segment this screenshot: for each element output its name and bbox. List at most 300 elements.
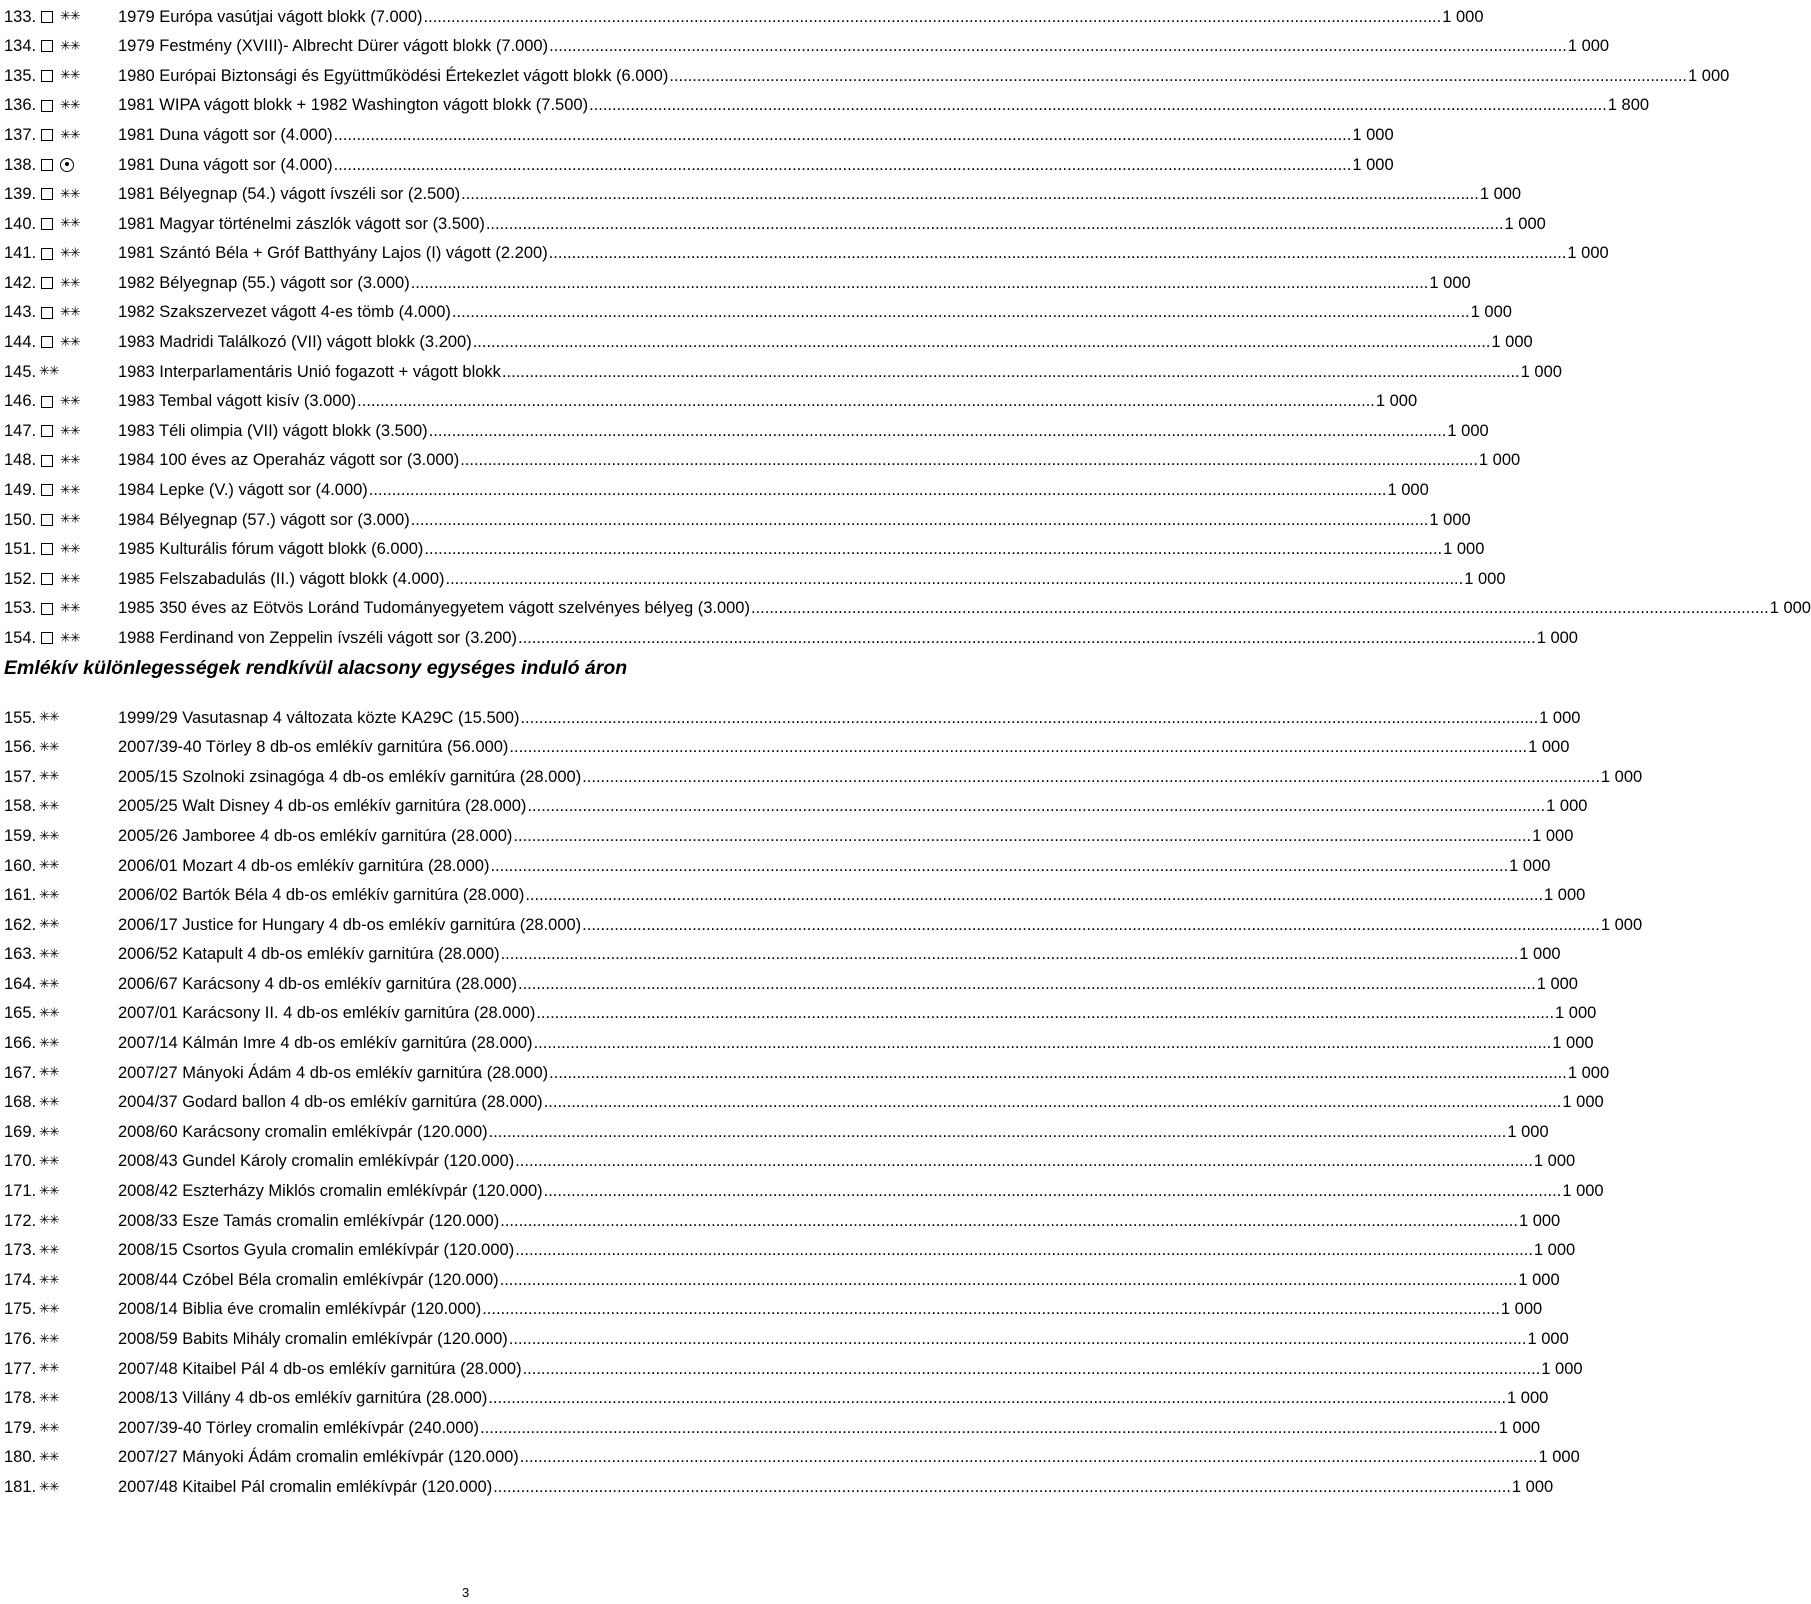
lot-number: 169. — [4, 1122, 37, 1141]
condition-marks — [39, 770, 118, 783]
condition-marks — [39, 69, 118, 82]
mint-asterisk-icon: ✳✳ — [60, 423, 80, 439]
lot-title: 1985 Kulturális fórum vágott blokk (6.000) — [118, 540, 424, 559]
dot-leader: .............................................................................................................................................................................................................................. — [522, 1359, 1541, 1378]
lot-number: 161. — [4, 886, 37, 905]
mint-asterisk-icon: ✳✳ — [39, 710, 59, 726]
lot-number: 150. — [4, 510, 37, 529]
starting-price: 1 000 — [1528, 738, 1570, 757]
lot-number: 177. — [4, 1359, 37, 1378]
lot-title: 2008/15 Csortos Gyula cromalin emlékívpár (120.000) — [118, 1241, 515, 1260]
lot-title: 2006/17 Justice for Hungary 4 db-os emlékív garnitúra (28.000) — [118, 915, 582, 934]
lot-number: 170. — [4, 1152, 37, 1171]
dot-leader: .............................................................................................................................................................................................................................. — [543, 1093, 1562, 1112]
condition-marks — [39, 40, 118, 53]
lot-row — [4, 387, 1418, 417]
lot-title: 2008/42 Eszterházy Miklós cromalin emlékívpár (120.000) — [118, 1182, 543, 1201]
condition-marks — [39, 1392, 118, 1405]
lot-row — [4, 1354, 1583, 1384]
starting-price: 1 000 — [1509, 856, 1551, 875]
condition-marks — [39, 830, 118, 843]
starting-price: 1 000 — [1352, 125, 1394, 144]
dot-leader: .............................................................................................................................................................................................................................. — [368, 481, 1387, 500]
starting-price: 1 000 — [1562, 1182, 1604, 1201]
lot-row — [4, 733, 1570, 763]
lot-number: 160. — [4, 856, 37, 875]
checkbox-square-icon — [41, 218, 53, 230]
lot-title: 1984 Bélyegnap (57.) vágott sor (3.000) — [118, 510, 410, 529]
lot-row — [4, 703, 1581, 733]
mint-asterisk-icon: ✳✳ — [39, 1420, 59, 1436]
checkbox-square-icon — [41, 573, 53, 585]
condition-marks — [39, 1066, 118, 1079]
dot-leader: .............................................................................................................................................................................................................................. — [357, 392, 1375, 411]
condition-marks — [39, 948, 118, 961]
condition-marks — [39, 859, 118, 872]
starting-price: 1 000 — [1769, 599, 1811, 618]
starting-price: 1 000 — [1688, 66, 1730, 85]
mint-asterisk-icon: ✳✳ — [60, 305, 80, 321]
mint-asterisk-icon: ✳✳ — [39, 887, 59, 903]
lot-title: 1979 Festmény (XVIII)- Albrecht Dürer vágott blokk (7.000) — [118, 37, 549, 56]
dot-leader: .............................................................................................................................................................................................................................. — [536, 1004, 1555, 1023]
lot-row — [4, 535, 1485, 565]
dot-leader: .............................................................................................................................................................................................................................. — [472, 333, 1491, 352]
condition-marks — [39, 1155, 118, 1168]
condition-marks — [39, 1126, 118, 1139]
mint-asterisk-icon: ✳✳ — [60, 512, 80, 528]
dot-leader: .............................................................................................................................................................................................................................. — [750, 599, 1769, 618]
checkbox-square-icon — [41, 248, 53, 260]
mint-asterisk-icon: ✳✳ — [60, 68, 80, 84]
lot-title: 2007/39-40 Törley cromalin emlékívpár (240.000) — [118, 1418, 480, 1437]
mint-asterisk-icon: ✳✳ — [60, 98, 80, 114]
mint-asterisk-icon: ✳✳ — [39, 1124, 59, 1140]
starting-price: 1 000 — [1387, 481, 1429, 500]
mint-asterisk-icon: ✳✳ — [39, 1095, 59, 1111]
dot-leader: .............................................................................................................................................................................................................................. — [501, 362, 1520, 381]
lot-title: 1984 100 éves az Operaház vágott sor (3.000) — [118, 451, 460, 470]
condition-marks — [39, 1185, 118, 1198]
mint-asterisk-icon: ✳✳ — [39, 1272, 59, 1288]
starting-price: 1 000 — [1532, 826, 1574, 845]
lot-number: 142. — [4, 273, 37, 292]
dot-leader: .............................................................................................................................................................................................................................. — [461, 185, 1479, 204]
condition-marks — [39, 1422, 118, 1435]
dot-leader: .............................................................................................................................................................................................................................. — [500, 945, 1519, 964]
dot-leader: .............................................................................................................................................................................................................................. — [517, 629, 1536, 648]
dot-leader: .............................................................................................................................................................................................................................. — [549, 37, 1567, 56]
checkbox-square-icon — [41, 632, 53, 644]
lot-title: 1984 Lepke (V.) vágott sor (4.000) — [118, 481, 368, 500]
starting-price: 1 000 — [1539, 708, 1581, 727]
mint-asterisk-icon: ✳✳ — [39, 1331, 59, 1347]
condition-marks — [39, 425, 118, 438]
condition-marks — [39, 543, 118, 556]
mint-asterisk-icon: ✳✳ — [39, 1450, 59, 1466]
condition-marks — [39, 365, 118, 378]
condition-marks — [39, 918, 118, 931]
lot-number: 176. — [4, 1330, 37, 1349]
lot-number: 151. — [4, 540, 37, 559]
condition-marks — [39, 247, 118, 260]
lot-title: 2008/33 Esze Tamás cromalin emlékívpár (120.000) — [118, 1211, 500, 1230]
dot-leader: .............................................................................................................................................................................................................................. — [669, 66, 1688, 85]
starting-price: 1 000 — [1567, 37, 1610, 56]
condition-marks — [39, 1481, 118, 1494]
lot-row — [4, 357, 1562, 387]
dot-leader: .............................................................................................................................................................................................................................. — [515, 1241, 1533, 1260]
cancelled-stamp-icon — [60, 158, 74, 172]
condition-marks — [39, 573, 118, 586]
checkbox-square-icon — [41, 307, 53, 319]
lot-row — [4, 999, 1597, 1029]
starting-price: 1 000 — [1443, 540, 1485, 559]
dot-leader: .............................................................................................................................................................................................................................. — [582, 915, 1600, 934]
dot-leader: .............................................................................................................................................................................................................................. — [451, 303, 1470, 322]
lot-title: 2005/15 Szolnoki zsinagóga 4 db-os emlékív garnitúra (28.000) — [118, 767, 582, 786]
lot-number: 140. — [4, 214, 37, 233]
checkbox-square-icon — [41, 455, 53, 467]
checkbox-square-icon — [41, 100, 53, 112]
lot-title: 1981 Szántó Béla + Gróf Batthyány Lajos (I) vágott (2.200) — [118, 244, 548, 263]
lot-title: 1981 Duna vágott sor (4.000) — [118, 125, 333, 144]
lot-row — [4, 1472, 1554, 1502]
dot-leader: .............................................................................................................................................................................................................................. — [333, 125, 1352, 144]
starting-price: 1 000 — [1429, 273, 1471, 292]
checkbox-square-icon — [41, 159, 53, 171]
starting-price: 1 000 — [1429, 510, 1471, 529]
starting-price: 1 000 — [1555, 1004, 1597, 1023]
checkbox-square-icon — [41, 11, 53, 23]
lot-row — [4, 1147, 1576, 1177]
mint-asterisk-icon: ✳✳ — [60, 216, 80, 232]
lot-number: 144. — [4, 333, 37, 352]
lot-number: 180. — [4, 1448, 37, 1467]
lot-row — [4, 61, 1730, 91]
condition-marks — [39, 1007, 118, 1020]
lot-number: 153. — [4, 599, 37, 618]
section-heading: Emlékív különlegességek rendkívül alacsony egységes induló áron — [4, 657, 628, 679]
starting-price: 1 000 — [1536, 629, 1578, 648]
lot-title: 2008/13 Villány 4 db-os emlékív garnitúra (28.000) — [118, 1389, 488, 1408]
dot-leader: .............................................................................................................................................................................................................................. — [548, 244, 1567, 263]
dot-leader: .............................................................................................................................................................................................................................. — [582, 767, 1600, 786]
lot-title: 1988 Ferdinand von Zeppelin ívszéli vágott sor (3.200) — [118, 629, 517, 648]
mint-asterisk-icon: ✳✳ — [39, 1006, 59, 1022]
dot-leader: .............................................................................................................................................................................................................................. — [410, 273, 1429, 292]
dot-leader: .............................................................................................................................................................................................................................. — [517, 974, 1536, 993]
lot-title: 2008/60 Karácsony cromalin emlékívpár (120.000) — [118, 1122, 488, 1141]
starting-price: 1 000 — [1352, 155, 1394, 174]
lot-row — [4, 1265, 1560, 1295]
lot-row — [4, 1029, 1594, 1059]
lot-title: 2006/02 Bartók Béla 4 db-os emlékív garnitúra (28.000) — [118, 886, 525, 905]
mint-asterisk-icon: ✳✳ — [39, 947, 59, 963]
starting-price: 1 000 — [1527, 1330, 1569, 1349]
starting-price: 1 000 — [1491, 333, 1533, 352]
mint-asterisk-icon: ✳✳ — [60, 541, 80, 557]
starting-price: 1 000 — [1544, 886, 1586, 905]
lot-title: 1983 Tembal vágott kisív (3.000) — [118, 392, 357, 411]
lot-title: 2006/01 Mozart 4 db-os emlékív garnitúra (28.000) — [118, 856, 490, 875]
checkbox-square-icon — [41, 129, 53, 141]
mint-asterisk-icon: ✳✳ — [60, 186, 80, 202]
starting-price: 1 000 — [1442, 7, 1484, 26]
lot-row — [4, 1058, 1610, 1088]
checkbox-square-icon — [41, 425, 53, 437]
lot-row — [4, 969, 1578, 999]
lot-title: 2007/01 Karácsony II. 4 db-os emlékív garnitúra (28.000) — [118, 1004, 536, 1023]
mint-asterisk-icon: ✳✳ — [60, 127, 80, 143]
mint-asterisk-icon: ✳✳ — [39, 1479, 59, 1495]
condition-marks — [39, 1303, 118, 1316]
dot-leader: .............................................................................................................................................................................................................................. — [333, 155, 1352, 174]
starting-price: 1 000 — [1600, 915, 1643, 934]
lot-row — [4, 476, 1429, 506]
condition-marks — [39, 484, 118, 497]
lot-number: 181. — [4, 1477, 37, 1496]
condition-marks — [39, 217, 118, 230]
condition-marks — [39, 158, 118, 172]
starting-price: 1 000 — [1533, 1241, 1576, 1260]
starting-price: 1 000 — [1500, 1300, 1543, 1319]
dot-leader: .............................................................................................................................................................................................................................. — [423, 7, 1442, 26]
condition-marks — [39, 978, 118, 991]
dot-leader: .............................................................................................................................................................................................................................. — [549, 1063, 1567, 1082]
lot-row — [4, 1236, 1576, 1266]
lot-number: 171. — [4, 1182, 37, 1201]
lot-number: 172. — [4, 1211, 37, 1230]
starting-price: 1 000 — [1479, 185, 1522, 204]
starting-price: 1 000 — [1464, 569, 1506, 588]
lot-title: 1982 Szakszervezet vágott 4-es tömb (4.000) — [118, 303, 451, 322]
starting-price: 1 000 — [1567, 1063, 1610, 1082]
mint-asterisk-icon: ✳✳ — [60, 9, 80, 25]
lot-row — [4, 239, 1609, 269]
dot-leader: .............................................................................................................................................................................................................................. — [589, 96, 1607, 115]
mint-asterisk-icon: ✳✳ — [39, 364, 59, 380]
condition-marks — [39, 889, 118, 902]
condition-marks — [39, 632, 118, 645]
lot-row — [4, 1177, 1604, 1207]
dot-leader: .............................................................................................................................................................................................................................. — [509, 738, 1528, 757]
dot-leader: .............................................................................................................................................................................................................................. — [445, 569, 1464, 588]
lot-list-stamps — [4, 2, 1811, 653]
lot-number: 152. — [4, 569, 37, 588]
lot-row — [4, 762, 1643, 792]
starting-price: 1 000 — [1478, 451, 1521, 470]
lot-row — [4, 2, 1484, 32]
condition-marks — [39, 513, 118, 526]
lot-title: 1981 Bélyegnap (54.) vágott ívszéli sor (2.500) — [118, 185, 461, 204]
mint-asterisk-icon: ✳✳ — [39, 1035, 59, 1051]
checkbox-square-icon — [41, 484, 53, 496]
lot-number: 155. — [4, 708, 37, 727]
lot-row — [4, 505, 1471, 535]
mint-asterisk-icon: ✳✳ — [39, 1183, 59, 1199]
dot-leader: .............................................................................................................................................................................................................................. — [500, 1211, 1518, 1230]
starting-price: 1 000 — [1533, 1152, 1576, 1171]
dot-leader: .............................................................................................................................................................................................................................. — [499, 1270, 1518, 1289]
dot-leader: .............................................................................................................................................................................................................................. — [525, 886, 1544, 905]
lot-title: 2006/52 Katapult 4 db-os emlékív garnitúra (28.000) — [118, 945, 500, 964]
lot-number: 178. — [4, 1389, 37, 1408]
lot-number: 143. — [4, 303, 37, 322]
starting-price: 1 000 — [1507, 1389, 1549, 1408]
lot-number: 163. — [4, 945, 37, 964]
starting-price: 1 000 — [1375, 392, 1418, 411]
mint-asterisk-icon: ✳✳ — [39, 739, 59, 755]
lot-row — [4, 91, 1650, 121]
checkbox-square-icon — [41, 40, 53, 52]
condition-marks — [39, 1451, 118, 1464]
mint-asterisk-icon: ✳✳ — [39, 828, 59, 844]
lot-list-souvenir-sheets — [4, 703, 1643, 1502]
starting-price: 1 000 — [1567, 244, 1609, 263]
mint-asterisk-icon: ✳✳ — [60, 571, 80, 587]
lot-row — [4, 881, 1586, 911]
dot-leader: .............................................................................................................................................................................................................................. — [515, 1152, 1533, 1171]
lot-row — [4, 268, 1471, 298]
lot-row — [4, 851, 1551, 881]
condition-marks — [39, 1362, 118, 1375]
lot-row — [4, 821, 1574, 851]
lot-number: 168. — [4, 1093, 37, 1112]
lot-row — [4, 623, 1578, 653]
checkbox-square-icon — [41, 188, 53, 200]
dot-leader: .............................................................................................................................................................................................................................. — [485, 214, 1504, 233]
starting-price: 1 000 — [1504, 214, 1546, 233]
mint-asterisk-icon: ✳✳ — [60, 601, 80, 617]
checkbox-square-icon — [41, 396, 53, 408]
lot-row — [4, 150, 1394, 180]
lot-row — [4, 1206, 1561, 1236]
dot-leader: .............................................................................................................................................................................................................................. — [520, 708, 1539, 727]
dot-leader: .............................................................................................................................................................................................................................. — [513, 826, 1532, 845]
starting-price: 1 000 — [1511, 1477, 1554, 1496]
lot-row — [4, 1384, 1549, 1414]
lot-number: 166. — [4, 1034, 37, 1053]
starting-price: 1 000 — [1470, 303, 1512, 322]
dot-leader: .............................................................................................................................................................................................................................. — [488, 1122, 1507, 1141]
condition-marks — [39, 99, 118, 112]
condition-marks — [39, 602, 118, 615]
checkbox-square-icon — [41, 543, 53, 555]
condition-marks — [39, 741, 118, 754]
lot-number: 135. — [4, 66, 37, 85]
dot-leader: .............................................................................................................................................................................................................................. — [488, 1389, 1507, 1408]
lot-title: 2007/48 Kitaibel Pál 4 db-os emlékív garnitúra (28.000) — [118, 1359, 522, 1378]
starting-price: 1 000 — [1519, 945, 1561, 964]
mint-asterisk-icon: ✳✳ — [39, 976, 59, 992]
lot-number: 138. — [4, 155, 37, 174]
dot-leader: .............................................................................................................................................................................................................................. — [493, 1477, 1511, 1496]
starting-price: 1 000 — [1518, 1270, 1560, 1289]
starting-price: 1 000 — [1562, 1093, 1604, 1112]
lot-number: 134. — [4, 37, 37, 56]
mint-asterisk-icon: ✳✳ — [39, 917, 59, 933]
lot-title: 2007/27 Mányoki Ádám 4 db-os emlékív garnitúra (28.000) — [118, 1063, 549, 1082]
checkbox-square-icon — [41, 70, 53, 82]
mint-asterisk-icon: ✳✳ — [60, 482, 80, 498]
lot-title: 2007/27 Mányoki Ádám cromalin emlékívpár (120.000) — [118, 1448, 519, 1467]
starting-price: 1 000 — [1507, 1122, 1549, 1141]
lot-title: 2008/59 Babits Mihály cromalin emlékívpár (120.000) — [118, 1330, 508, 1349]
mint-asterisk-icon: ✳✳ — [39, 1390, 59, 1406]
lot-number: 156. — [4, 738, 37, 757]
lot-title: 1980 Európai Biztonsági és Együttműködési Értekezlet vágott blokk (6.000) — [118, 66, 669, 85]
lot-number: 175. — [4, 1300, 37, 1319]
dot-leader: .............................................................................................................................................................................................................................. — [410, 510, 1429, 529]
lot-row — [4, 910, 1643, 940]
lot-title: 1985 Felszabadulás (II.) vágott blokk (4.000) — [118, 569, 445, 588]
condition-marks — [39, 1333, 118, 1346]
lot-number: 146. — [4, 392, 37, 411]
lot-title: 1979 Európa vasútjai vágott blokk (7.000) — [118, 7, 423, 26]
mint-asterisk-icon: ✳✳ — [60, 630, 80, 646]
mint-asterisk-icon: ✳✳ — [39, 799, 59, 815]
starting-price: 1 000 — [1546, 797, 1588, 816]
starting-price: 1 000 — [1536, 974, 1578, 993]
lot-number: 157. — [4, 767, 37, 786]
dot-leader: .............................................................................................................................................................................................................................. — [543, 1182, 1562, 1201]
condition-marks — [39, 1037, 118, 1050]
lot-number: 164. — [4, 974, 37, 993]
lot-row — [4, 1295, 1543, 1325]
condition-marks — [39, 1274, 118, 1287]
lot-number: 148. — [4, 451, 37, 470]
starting-price: 1 000 — [1520, 362, 1562, 381]
starting-price: 1 000 — [1552, 1034, 1594, 1053]
lot-number: 162. — [4, 915, 37, 934]
lot-title: 2007/39-40 Törley 8 db-os emlékív garnitúra (56.000) — [118, 738, 509, 757]
condition-marks — [39, 395, 118, 408]
condition-marks — [39, 1244, 118, 1257]
condition-marks — [39, 711, 118, 724]
dot-leader: .............................................................................................................................................................................................................................. — [508, 1330, 1527, 1349]
lot-title: 2006/67 Karácsony 4 db-os emlékív garnitúra (28.000) — [118, 974, 517, 993]
lot-title: 2007/48 Kitaibel Pál cromalin emlékívpár (120.000) — [118, 1477, 493, 1496]
dot-leader: .............................................................................................................................................................................................................................. — [490, 856, 1509, 875]
condition-marks — [39, 277, 118, 290]
lot-row — [4, 446, 1521, 476]
lot-title: 1981 Magyar történelmi zászlók vágott sor (3.500) — [118, 214, 485, 233]
mint-asterisk-icon: ✳✳ — [39, 1154, 59, 1170]
lot-number: 136. — [4, 96, 37, 115]
dot-leader: .............................................................................................................................................................................................................................. — [519, 1448, 1538, 1467]
checkbox-square-icon — [41, 603, 53, 615]
lot-number: 154. — [4, 629, 37, 648]
condition-marks — [39, 129, 118, 142]
checkbox-square-icon — [41, 514, 53, 526]
condition-marks — [39, 10, 118, 23]
starting-price: 1 000 — [1538, 1448, 1580, 1467]
dot-leader: .............................................................................................................................................................................................................................. — [424, 540, 1443, 559]
lot-number: 165. — [4, 1004, 37, 1023]
lot-row — [4, 120, 1394, 150]
lot-row — [4, 32, 1610, 62]
mint-asterisk-icon: ✳✳ — [60, 38, 80, 54]
lot-title: 1983 Téli olimpia (VII) vágott blokk (3.500) — [118, 421, 428, 440]
lot-title: 2007/14 Kálmán Imre 4 db-os emlékív garnitúra (28.000) — [118, 1034, 533, 1053]
checkbox-square-icon — [41, 336, 53, 348]
lot-title: 1983 Madridi Találkozó (VII) vágott blokk (3.200) — [118, 333, 472, 352]
lot-title: 1999/29 Vasutasnap 4 változata közte KA29C (15.500) — [118, 708, 520, 727]
lot-title: 1982 Bélyegnap (55.) vágott sor (3.000) — [118, 273, 410, 292]
lot-row — [4, 416, 1489, 446]
mint-asterisk-icon: ✳✳ — [39, 1302, 59, 1318]
